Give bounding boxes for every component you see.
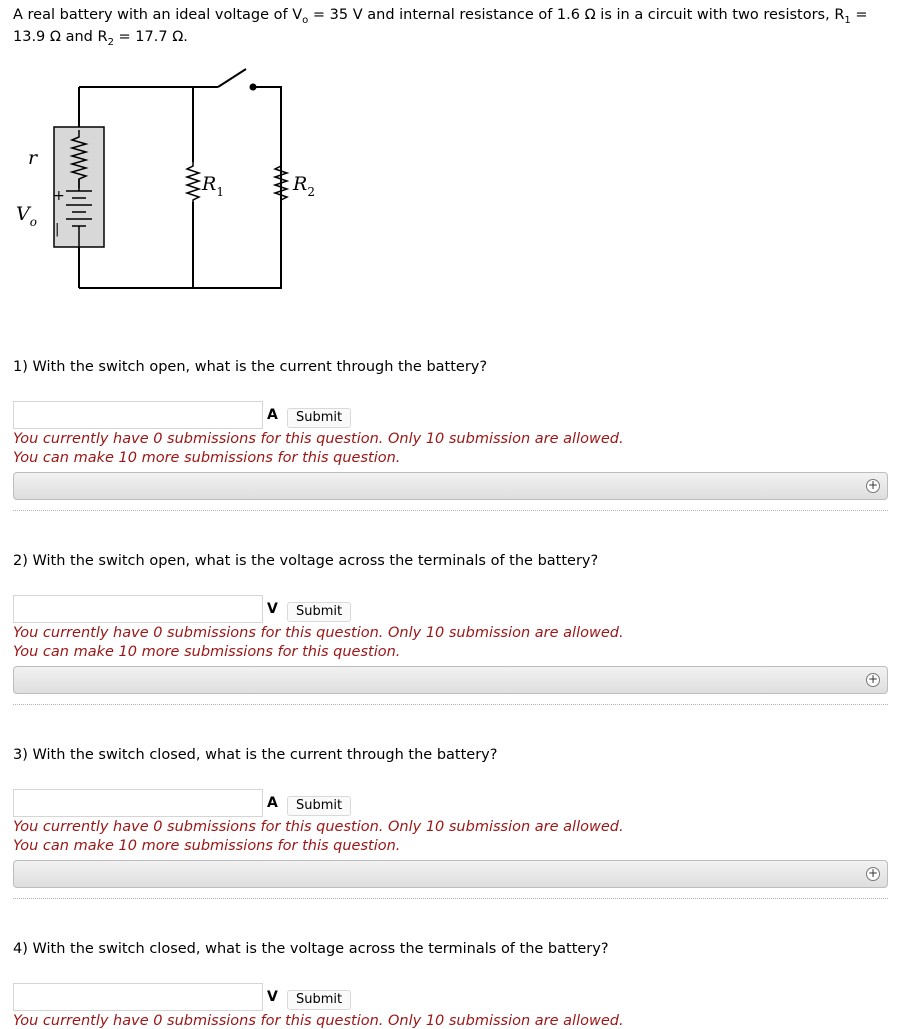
question-3-answer-input[interactable] (13, 789, 263, 817)
r2-subscript: 2 (107, 36, 114, 48)
question-1-remaining-submissions: You can make 10 more submissions for this question. (13, 450, 401, 466)
question-2-remaining-submissions: You can make 10 more submissions for this question. (13, 644, 401, 660)
question-2-answer-input[interactable] (13, 595, 263, 623)
expand-plus-icon[interactable]: + (867, 866, 879, 880)
question-3-expand-bar[interactable] (13, 860, 888, 888)
question-1-answer-input[interactable] (13, 401, 263, 429)
switch-lever (218, 69, 246, 87)
question-3-text: 3) With the switch closed, what is the current through the battery? (13, 747, 498, 763)
question-1-unit: A (267, 407, 278, 423)
question-4-submission-count: You currently have 0 submissions for this question. Only 10 submission are allowed. (13, 1013, 624, 1029)
question-2-unit: V (267, 601, 278, 617)
question-1-expand-bar[interactable] (13, 472, 888, 500)
question-3-unit: A (267, 795, 278, 811)
problem-text-1: A real battery with an ideal voltage of V (13, 7, 303, 23)
r1-subscript: 1 (844, 14, 851, 26)
question-2-expand-bar[interactable] (13, 666, 888, 694)
problem-text-4: = 17.7 Ω. (113, 29, 188, 45)
divider (13, 510, 888, 511)
label-minus: | (55, 222, 60, 237)
problem-text-2: = 35 V and internal resistance of 1.6 Ω is in a circuit with two resistors, R (308, 7, 845, 23)
problem-statement (13, 4, 893, 48)
question-1-submission-count: You currently have 0 submissions for this question. Only 10 submission are allowed. (13, 431, 624, 447)
question-1-text: 1) With the switch open, what is the current through the battery? (13, 359, 488, 375)
question-1-submit-button[interactable]: Submit (287, 408, 351, 428)
problem-text-3: = 13.9 Ω and R (13, 7, 868, 45)
question-2-submission-count: You currently have 0 submissions for this question. Only 10 submission are allowed. (13, 625, 624, 641)
question-3-submit-button[interactable]: Submit (287, 796, 351, 816)
question-3-submission-count: You currently have 0 submissions for this question. Only 10 submission are allowed. (13, 819, 624, 835)
label-plus: + (53, 188, 65, 204)
label-vo: $V_o$ (16, 203, 37, 229)
label-r2: $R_2$ (293, 173, 315, 199)
label-r1: $R_1$ (202, 173, 224, 199)
question-3-remaining-submissions: You can make 10 more submissions for this question. (13, 838, 401, 854)
question-4-submit-button[interactable]: Submit (287, 990, 351, 1010)
question-4-unit: V (267, 989, 278, 1005)
label-r: r (28, 147, 38, 169)
switch-contact (250, 84, 257, 91)
circuit-diagram (0, 60, 340, 300)
wire-top-right (79, 87, 281, 288)
question-4-text: 4) With the switch closed, what is the voltage across the terminals of the battery? (13, 941, 609, 957)
question-2-submit-button[interactable]: Submit (287, 602, 351, 622)
expand-plus-icon[interactable]: + (867, 478, 879, 492)
expand-plus-icon[interactable]: + (867, 672, 879, 686)
resistor-r1 (187, 162, 199, 202)
divider (13, 898, 888, 899)
question-2-text: 2) With the switch open, what is the voltage across the terminals of the battery? (13, 553, 599, 569)
question-4-answer-input[interactable] (13, 983, 263, 1011)
divider (13, 704, 888, 705)
vo-subscript: o (302, 14, 309, 26)
